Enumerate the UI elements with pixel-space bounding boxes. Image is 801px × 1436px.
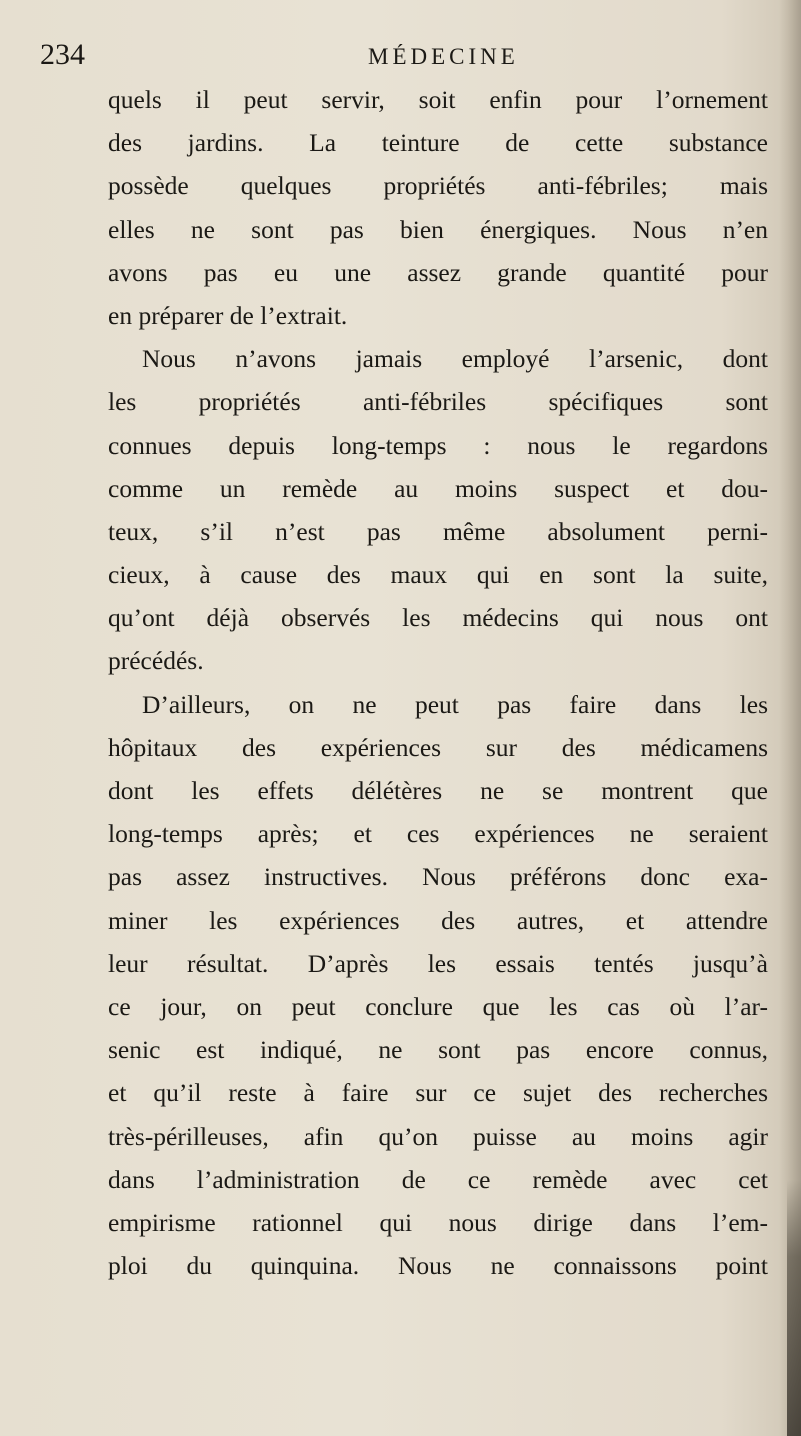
text-line: très-périlleuses, afin qu’on puisse au moins agir <box>108 1121 768 1151</box>
text-line: dont les effets délétères ne se montrent que <box>108 776 768 805</box>
text-line: cieux, à cause des maux qui en sont la suite, <box>108 560 768 590</box>
text-line: dans l’administration de ce remède avec cet <box>108 1164 768 1194</box>
text-line: empirisme rationnel qui nous dirige dans l’em- <box>108 1207 768 1237</box>
text-line: pas assez instructives. Nous préférons donc exa- <box>108 862 768 892</box>
text-line: quels il peut servir, soit enfin pour l’ornement <box>108 85 768 114</box>
text-line: senic est indiqué, ne sont pas encore connus, <box>108 1035 768 1065</box>
text-line: et qu’il reste à faire sur ce sujet des recherches <box>108 1078 768 1108</box>
body-text <box>108 78 768 1287</box>
text-line: miner les expériences des autres, et attendre <box>108 905 768 935</box>
text-line: long-temps après; et ces expériences ne seraient <box>108 819 768 849</box>
running-title: MÉDECINE <box>368 44 519 69</box>
text-line: D’ailleurs, on ne peut pas faire dans les <box>142 689 768 719</box>
text-line: les propriétés anti-fébriles spécifiques sont <box>108 387 768 417</box>
page-edge-dark <box>787 1180 801 1436</box>
text-line: ploi du quinquina. Nous ne connaissons point <box>108 1251 768 1281</box>
page-number: 234 <box>40 38 85 71</box>
text-line: connues depuis long-temps : nous le regardons <box>108 430 768 460</box>
text-line: en préparer de l’extrait. <box>108 300 348 330</box>
text-line: leur résultat. D’après les essais tentés jusqu’à <box>108 948 768 978</box>
text-line: teux, s’il n’est pas même absolument perni- <box>108 516 768 546</box>
text-line: des jardins. La teinture de cette substance <box>108 128 768 158</box>
text-line: précédés. <box>108 646 204 676</box>
text-line: possède quelques propriétés anti-fébriles; mais <box>108 171 768 201</box>
page-header <box>0 38 801 78</box>
text-line: elles ne sont pas bien énergiques. Nous n’en <box>108 214 768 244</box>
text-line: ce jour, on peut conclure que les cas où l’ar- <box>108 991 768 1021</box>
text-line: avons pas eu une assez grande quantité pour <box>108 257 768 287</box>
text-line: Nous n’avons jamais employé l’arsenic, dont <box>142 344 768 374</box>
text-line: hôpitaux des expériences sur des médicamens <box>108 732 768 762</box>
text-line: qu’ont déjà observés les médecins qui nous ont <box>108 603 768 633</box>
text-line: comme un remède au moins suspect et dou- <box>108 473 768 503</box>
